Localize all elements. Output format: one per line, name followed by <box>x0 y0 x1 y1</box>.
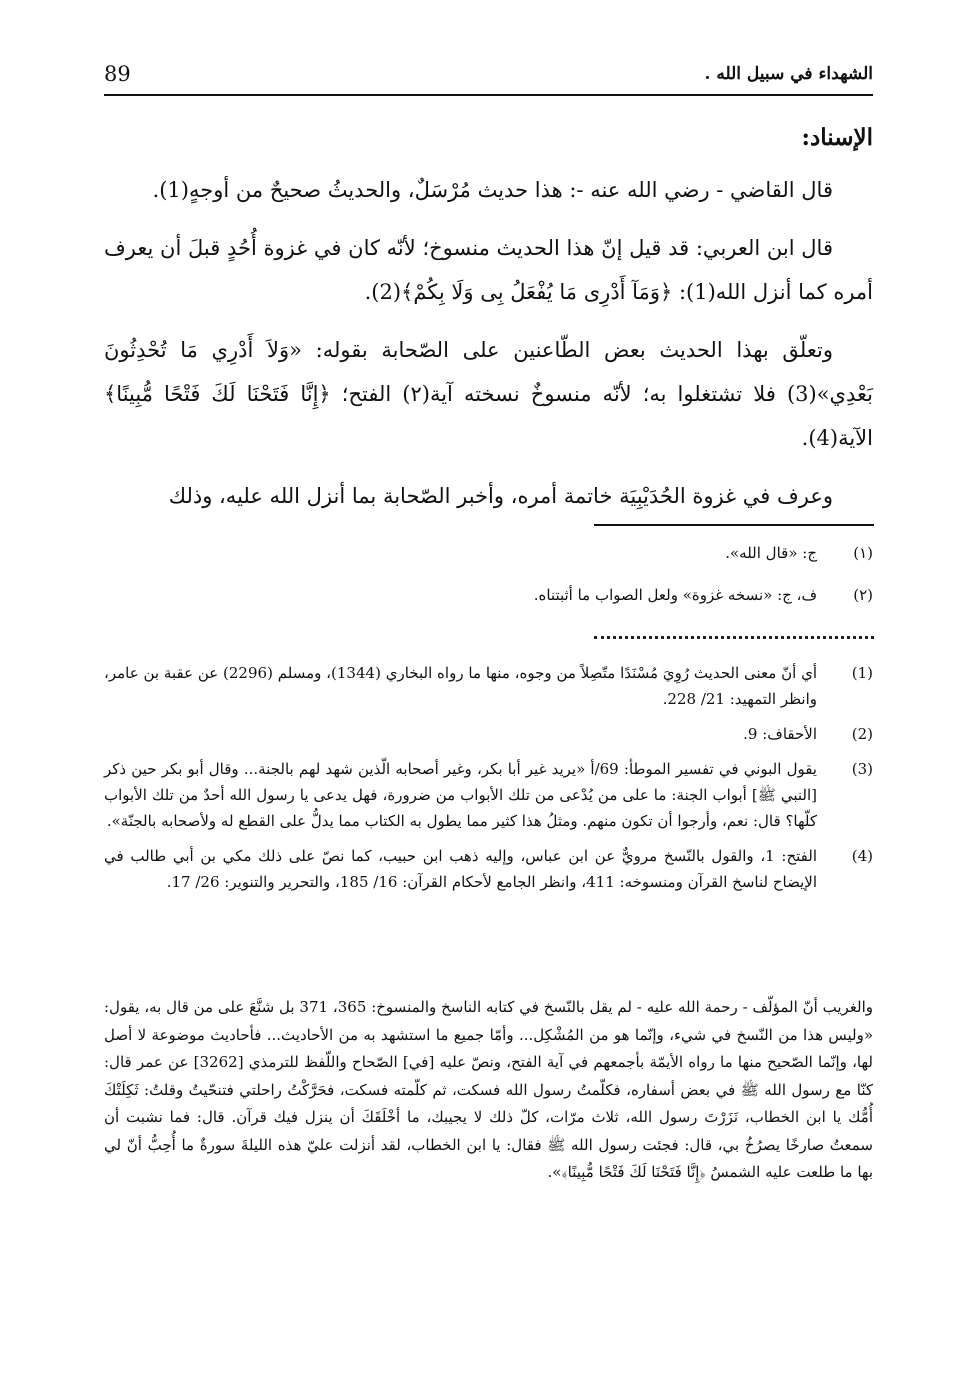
dotted-separator <box>594 636 874 639</box>
note-text: أي أنّ معنى الحديث رُوِيَ مُسْنَدًا متّصِلاً من وجوه، منها ما رواه البخاري (1344)، ومسلم (2296) عن عقبة بن عامر، وانظر التمهيد: 21/ 228. <box>104 664 817 708</box>
note-number: (1) <box>851 664 873 682</box>
note-text: ف، ج: «نسخه غزوة» ولعل الصواب ما أثبتناه. <box>533 586 817 604</box>
paragraph: قال ابن العربي: قد قيل إنّ هذا الحديث منسوخ؛ لأنّه كان في غزوة أُحُدٍ قبلَ أن يعرف أمره كما أنزل الله(1): ﴿وَمَآ أَدْرِى مَا يُفْعَلُ بِى وَلَا بِكُمْ﴾(2). <box>104 236 873 304</box>
note-text: ج: «قال الله». <box>725 544 817 562</box>
reference-note <box>104 843 873 895</box>
paragraph: قال القاضي - رضي الله عنه -: هذا حديث مُرْسَلٌ، والحديثُ صحيحٌ من أوجهٍ(1). <box>152 178 833 202</box>
paragraph: وعرف في غزوة الحُدَيْبِيَة خاتمة أمره، وأخبر الصّحابة بما أنزل الله عليه، وذلك <box>168 484 833 508</box>
note-number: (١) <box>853 544 873 562</box>
reference-note <box>104 756 873 834</box>
note-text: الأحقاف: 9. <box>743 725 817 743</box>
section-heading: الإسناد: <box>801 124 873 151</box>
body-text <box>104 168 873 532</box>
page-header <box>104 60 873 96</box>
note-number: (2) <box>851 725 873 743</box>
page-number: 89 <box>104 62 131 86</box>
textual-note <box>104 540 873 567</box>
paragraph: وتعلّق بهذا الحديث بعض الطّاعنين على الصّحابة بقوله: «وَلاَ أَدْرِي مَا تُحْدِثُونَ بَعْدِي»(3) فلا تشتغلوا به؛ لأنّه منسوخٌ نسخته آية(٢) الفتح؛ ﴿إِنَّا فَتَحْنَا لَكَ فَتْحًا مُّبِينًا﴾ الآية(4). <box>104 338 873 450</box>
reference-notes <box>104 660 873 904</box>
textual-note <box>104 582 873 609</box>
textual-notes <box>104 540 873 624</box>
note-number: (٢) <box>853 586 873 604</box>
note-number: (4) <box>851 847 873 865</box>
note-text: الفتح: 1، والقول بالنّسخ مرويٌّ عن ابن عباس، وإليه ذهب ابن حبيب، كما نصّ على ذلك مكي بن أبي طالب في الإيضاح لناسخ القرآن ومنسوخه: 411، وانظر الجامع لأحكام القرآن: 16/ 185، والتحرير والتنوير: 26/ 17. <box>104 847 817 891</box>
reference-note <box>104 660 873 712</box>
note-text: يقول البوني في تفسير الموطأ: 69/أ «يريد غير أبا بكر، وغير أصحابه الّذين شهد لهم بالجنة... وقال أبو بكر حين ذكر [النبي ﷺ] أبواب الجنة: ما على من يُدْعى من تلك الأبواب من ضرورة، فهل يدعى يا رسول الله أحدٌ من تلك الأبواب كلّها؟ قال: نعم، وأرجوا أن تكون منهم. ومثلُ هذا كثير مما يطول به الكتاب مما يدلُّ على القطع له ولأصحابه بالجنّة». <box>104 760 817 830</box>
running-title: الشهداء في سبيل الله . <box>704 64 873 84</box>
footnote-rule <box>594 524 874 526</box>
reference-note-continuation: والغريب أنّ المؤلّف - رحمة الله عليه - لم يقل بالنّسخ في كتابه الناسخ والمنسوخ: 365، 371 بل شنَّعَ على من قال به، يقول: «وليس هذا من النّسخ في شيء، وإنّما هو من المُشْكِل... وأمّا جميع ما استشهد به من الأحاديث... فأحاديث موضوعة لا أصل لها، وإنّما الصّحيح منها ما رواه الأيمّة بأجمعهم في آية الفتح، ونصّ عليه [في] الصّحاح واللّفظ للترمذي [3262] عن عمر قال: كنّا مع رسول الله ﷺ في بعض أسفاره، فكلّمتُ رسول الله فسكت، ثم كلّمته فسكت، فحَرَّكْتُ راحلتي فتنحّيتُ وقلتُ: ثَكِلَتْكَ أُمُّك يا ابن الخطاب، نَزَرْتَ رسول الله، ثلاث مرّات، كلّ ذلك لا يجيبك، ما أخْلَقَكَ أن ينزل فيك قرآن. قال: فما نشبت أن سمعتُ صارخًا يصرُخُ بي، قال: فجئت رسول الله ﷺ فقال: يا ابن الخطاب، لقد أنزلت عليّ هذه الليلةَ سورةٌ ما أُحِبُّ أنّ لي بها ما طلعت عليه الشمسُ ﴿إِنَّا فَتَحْنَا لَكَ فَتْحًا مُّبِينًا﴾». <box>104 998 874 1181</box>
reference-note <box>104 721 873 747</box>
note-number: (3) <box>851 760 873 778</box>
